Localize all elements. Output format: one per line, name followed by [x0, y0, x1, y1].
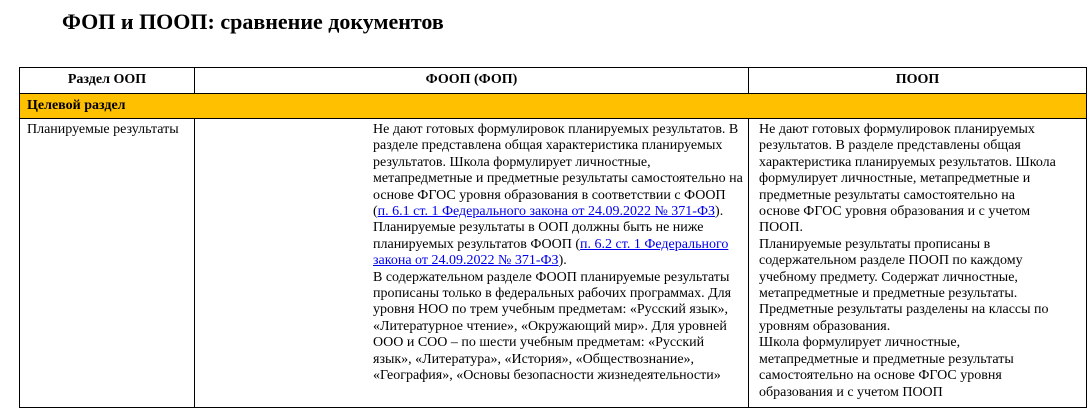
header-poop: ПООП [749, 68, 1087, 94]
fop-p2-end: ). [558, 253, 567, 269]
law-link-6-1[interactable]: п. 6.1 ст. 1 Федерального закона от 24.09.2022 № 371-ФЗ [377, 204, 716, 220]
header-fop: ФООП (ФОП) [195, 68, 749, 94]
fop-p2-text: Планируемые результаты в ООП должны быть не ниже планируемых результатов ФООП ( [373, 220, 704, 252]
poop-paragraph-1: Не дают готовых формулировок планируемых результатов. В разделе представлены общая характеристика планируемых результатов. Школа формулирует личностные, метапредметные и предметные результаты самостоятельно на основе ФГОС уровня образования и с учетом ПООП. [759, 122, 1056, 236]
fop-p1-end: ). [715, 204, 724, 220]
law-link-6-2[interactable]: п. 6.2 ст. 1 Федерального закона от 24.09.2022 № 371-ФЗ [373, 236, 729, 269]
poop-cell [749, 119, 1087, 408]
poop-paragraph-3: Предметные результаты разделены на классы по уровням образования. [759, 302, 1049, 334]
fop-p1-text: Не дают готовых формулировок планируемых результатов. В разделе представлена общая характеристика планируемых результатов. Школа формулирует личностные, метапредметные и предметные результаты самостоятельно на основе ФГОС уровня образования в соответствии с ФООП ( [373, 122, 743, 220]
header-row [20, 68, 1087, 94]
fop-paragraph-1 [373, 122, 744, 220]
table-row [20, 119, 1087, 408]
comparison-table [19, 67, 1087, 408]
row-label-text: Планируемые результаты [27, 122, 179, 137]
fop-paragraph-2 [373, 220, 744, 269]
section-row [20, 94, 1087, 119]
section-title: Целевой раздел [20, 94, 1087, 119]
row-label [20, 119, 195, 408]
poop-paragraph-4: Школа формулирует личностные, метапредметные и предметные результаты самостоятельно на основе ФГОС уровня образования и с учетом ПООП [759, 335, 1014, 400]
poop-paragraph-2: Планируемые результаты прописаны в содержательном разделе ПООП по каждому учебному предмету. Содержат личностные, метапредметные и предметные результаты. [759, 236, 1023, 302]
page-title: ФОП и ПООП: сравнение документов [62, 9, 444, 34]
fop-paragraph-3: В содержательном разделе ФООП планируемые результаты прописаны только в федеральных рабочих программах. Для уровня НОО по трем учебным предметам: «Русский язык», «Литературное чтение», «Окружающий мир». Для уровней ООО и СОО – по шести учебным предметам: «Русский язык», «Литература», «История», «Обществознание», «География», «Основы безопасности жизнедеятельности» [373, 269, 732, 384]
header-section: Раздел ООП [20, 68, 195, 94]
fop-cell [195, 119, 749, 408]
